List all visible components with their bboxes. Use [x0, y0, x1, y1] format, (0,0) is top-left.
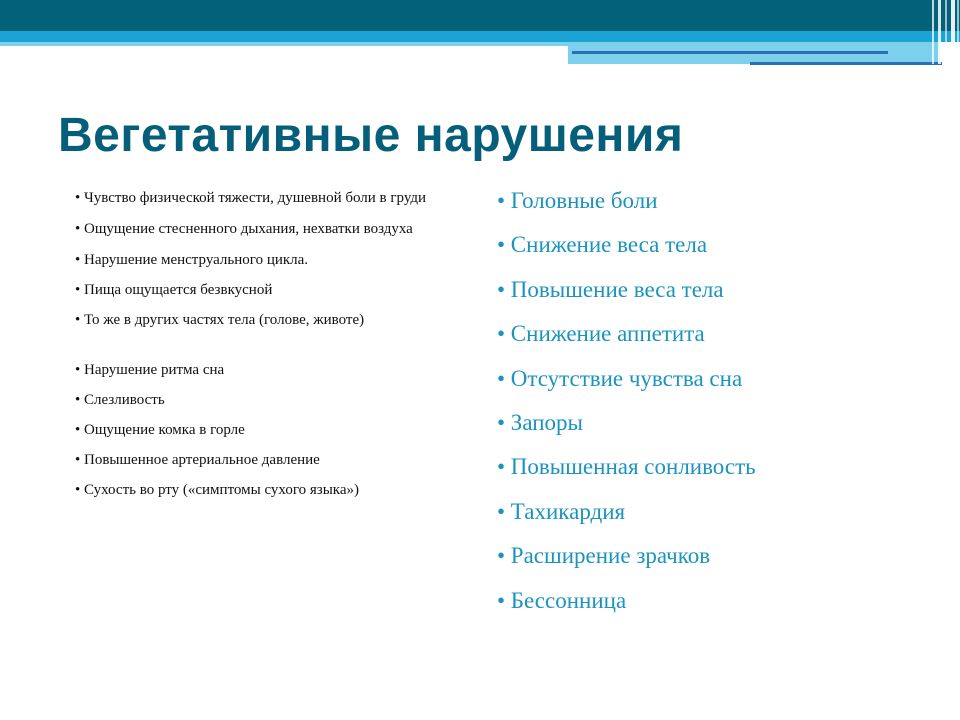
list-item: • Сухость во рту («симптомы сухого языка») [75, 482, 360, 498]
left-symptom-list [42, 190, 452, 499]
header-bar-mid [0, 31, 960, 42]
header-bar-light-left [0, 42, 568, 46]
list-item: • Тахикардия [497, 498, 626, 524]
list-item: • Расширение зрачков [497, 543, 711, 569]
list-item: • Снижение веса тела [497, 232, 708, 258]
header-stripe [945, 0, 947, 64]
list-item: • Снижение аппетита [497, 321, 705, 347]
list-item: • То же в других частях тела (голове, животе) [75, 312, 365, 328]
list-item: • Ощущение стесненного дыхания, нехватки воздуха [75, 221, 413, 237]
list-item: • Головные боли [497, 188, 658, 213]
list-item: • Бессонница [497, 587, 627, 613]
list-item: • Чувство физической тяжести, душевной боли в груди [75, 190, 427, 206]
header-stripe [938, 0, 941, 64]
header-bar-dark [0, 0, 960, 31]
header-accent-line-lower [750, 62, 942, 65]
list-item: • Нарушение менструального цикла. [75, 252, 309, 268]
right-symptom-list [497, 186, 937, 630]
list-item: • Слезливость [75, 392, 165, 408]
list-item: • Нарушение ритма сна [75, 362, 225, 378]
list-item: • Повышенная сонливость [497, 454, 756, 480]
list-item: • Ощущение комка в горле [75, 422, 245, 438]
list-item: • Повышение веса тела [497, 276, 724, 302]
list-item: • Повышенное артериальное давление [75, 452, 320, 468]
header-stripe [932, 0, 934, 64]
list-item: • Пища ощущается безвкусной [75, 282, 273, 298]
list-item: • Запоры [497, 409, 583, 435]
header-stripe [951, 0, 955, 64]
slide-title: Вегетативные нарушения [58, 109, 684, 162]
header-stripe [957, 0, 959, 64]
header-accent-line [572, 51, 888, 54]
list-item: • Отсутствие чувства сна [497, 365, 743, 391]
